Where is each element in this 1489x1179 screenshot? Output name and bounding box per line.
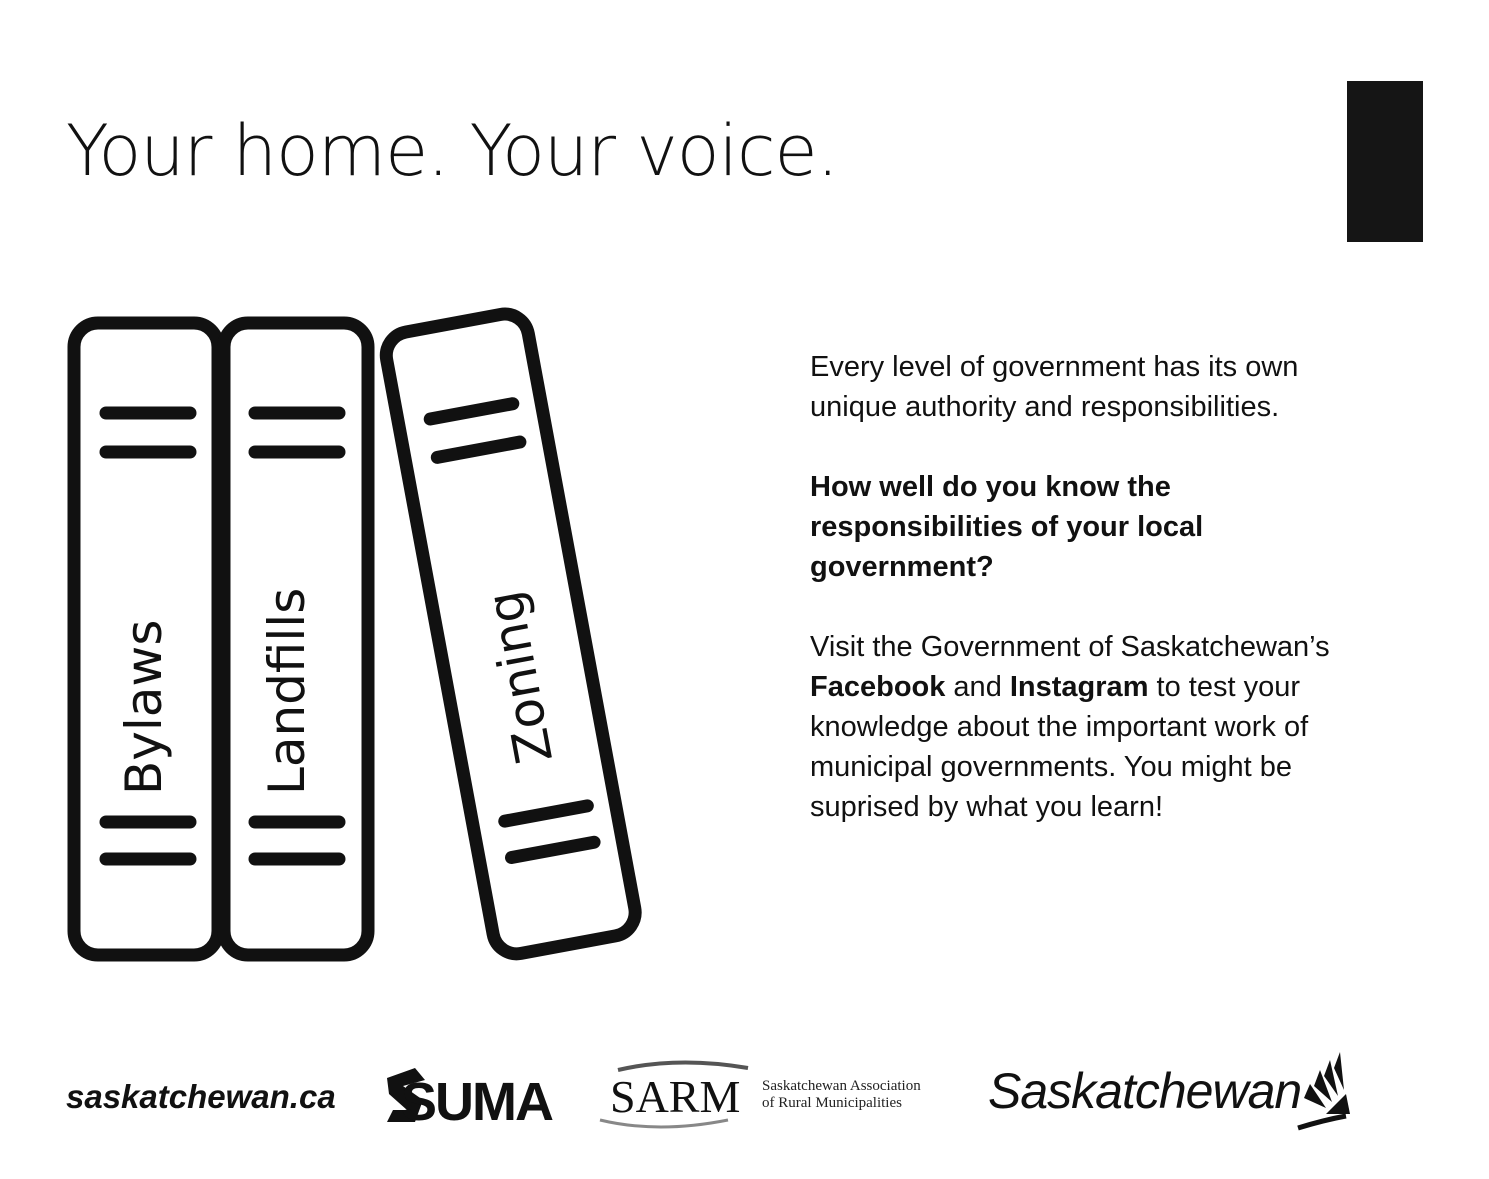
intro-text: Every level of government has its own unique authority and responsibilities. xyxy=(810,351,1299,423)
suma-logo xyxy=(385,1066,560,1126)
sarm-logo xyxy=(598,1060,758,1132)
book-zoning xyxy=(382,310,639,958)
sarm-logo-text: SARM xyxy=(610,1071,741,1122)
books-illustration xyxy=(0,0,700,1000)
website-url: saskatchewan.ca xyxy=(66,1078,336,1115)
facebook-mention: Facebook xyxy=(810,671,946,703)
sarm-name-line-2: of Rural Municipalities xyxy=(762,1095,902,1111)
sarm-name-line-1: Saskatchewan Association xyxy=(762,1078,921,1094)
book-label-bylaws: Bylaws xyxy=(115,619,173,795)
cta-part-3: to test your knowledge about the important work of municipal governments. You might be suprised by what you learn! xyxy=(810,671,1309,823)
question-text: How well do you know the responsibilities of your local government? xyxy=(810,471,1204,583)
sarm-name xyxy=(762,1078,921,1112)
instagram-mention: Instagram xyxy=(1009,671,1149,703)
corner-block xyxy=(1347,81,1423,242)
book-bylaws xyxy=(74,323,218,955)
headline: Your home. Your voice. xyxy=(66,110,838,192)
body-copy xyxy=(810,347,1370,867)
suma-logo-text: SUMA xyxy=(401,1072,552,1126)
cta-part-2: and xyxy=(945,671,1010,703)
book-label-zoning: Zoning xyxy=(475,586,565,768)
book-landfills xyxy=(224,323,368,955)
saskatchewan-wordmark: Saskatchewan xyxy=(988,1063,1302,1119)
book-label-landfills: Landfills xyxy=(258,587,316,795)
cta-text xyxy=(810,627,1370,827)
wheat-icon xyxy=(1296,1050,1352,1132)
cta-part-1: Visit the Government of Saskatchewan’s xyxy=(810,631,1330,663)
